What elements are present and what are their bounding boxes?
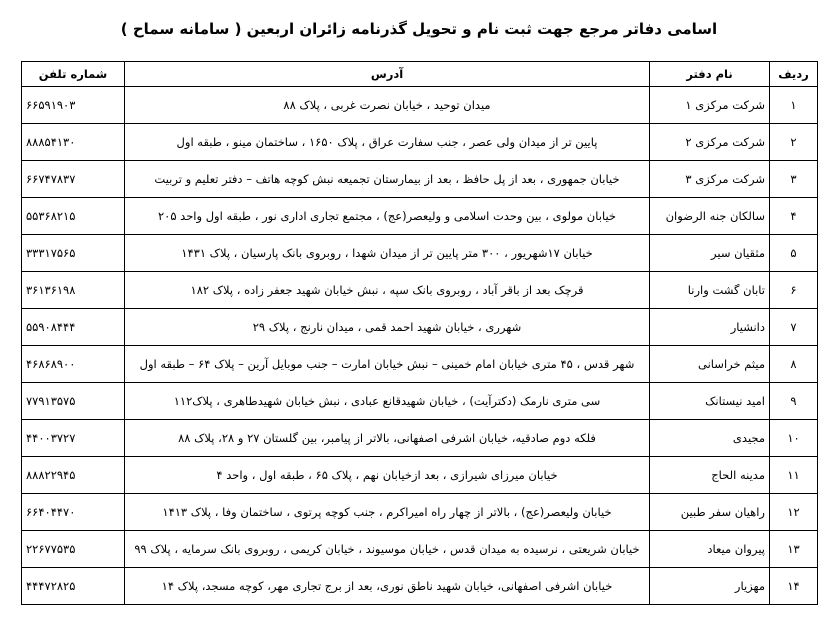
row-address: خیابان مولوی ، بین وحدت اسلامی و ولیعصر(عج) ، مجتمع تجاری اداری نور ، طبقه اول واحد ۲۰۵ [125,198,650,235]
row-index: ۱۰ [770,420,818,457]
row-address: سی متری نارمک (دکترآیت) ، خیابان شهیدقانع عبادی ، نبش خیابان شهیدطاهری ، پلاک۱۱۲ [125,383,650,420]
row-office-name: راهیان سفر طبین [650,494,770,531]
table-row [22,235,818,272]
row-phone: ۶۶۵۹۱۹۰۳ [22,87,125,124]
row-phone: ۳۳۳۱۷۵۶۵ [22,235,125,272]
row-address: فلکه دوم صادقیه، خیابان اشرفی اصفهانی، بالاتر از پیامبر، بین گلستان ۲۷ و ۲۸، پلاک ۸۸ [125,420,650,457]
row-index: ۳ [770,161,818,198]
row-phone: ۳۶۱۳۶۱۹۸ [22,272,125,309]
row-office-name: مثقیان سیر [650,235,770,272]
row-address: قرچک بعد از باقر آباد ، روبروی بانک سپه ، نبش خیابان شهید جعفر زاده ، پلاک ۱۸۲ [125,272,650,309]
row-address: خیابان ۱۷شهریور ، ۳۰۰ متر پایین تر از میدان شهدا ، روبروی بانک پارسیان ، پلاک ۱۴۳۱ [125,235,650,272]
table-row [22,346,818,383]
row-office-name: پیروان میعاد [650,531,770,568]
row-phone: ۲۲۶۷۷۵۳۵ [22,531,125,568]
table-row [22,124,818,161]
row-office-name: میثم خراسانی [650,346,770,383]
row-office-name: سالکان جنه الرضوان [650,198,770,235]
row-phone: ۶۶۴۰۴۴۷۰ [22,494,125,531]
row-address: میدان توحید ، خیابان نصرت غربی ، پلاک ۸۸ [125,87,650,124]
header-address: آدرس [125,62,650,87]
row-office-name: شرکت مرکزی ۱ [650,87,770,124]
row-address: خیابان جمهوری ، بعد از پل حافظ ، بعد از بیمارستان تجمیعه نبش کوچه هاتف – دفتر تعلیم و تربیت [125,161,650,198]
row-office-name: تابان گشت وارنا [650,272,770,309]
row-office-name: دانشیار [650,309,770,346]
table-row [22,272,818,309]
header-phone: شماره تلفن [22,62,125,87]
row-index: ۱۱ [770,457,818,494]
table-header-row [22,62,818,87]
row-index: ۲ [770,124,818,161]
page-title: اسامی دفاتر مرجع جهت ثبت نام و تحویل گذرنامه زائران اربعین ( سامانه سماح ) [120,20,718,38]
row-phone: ۵۵۳۶۸۲۱۵ [22,198,125,235]
table-row [22,383,818,420]
row-address: خیابان شریعتی ، نرسیده به میدان قدس ، خیابان موسیوند ، خیابان کریمی ، روبروی بانک سرمایه ، پلاک ۹۹ [125,531,650,568]
row-phone: ۴۴۴۷۲۸۲۵ [22,568,125,605]
row-address: شهرری ، خیابان شهید احمد قمی ، میدان نارنج ، پلاک ۲۹ [125,309,650,346]
row-phone: ۵۵۹۰۸۴۴۴ [22,309,125,346]
row-address: پایین تر از میدان ولی عصر ، جنب سفارت عراق ، پلاک ۱۶۵۰ ، ساختمان مینو ، طبقه اول [125,124,650,161]
row-office-name: امید نیستانک [650,383,770,420]
row-phone: ۴۴۰۰۳۷۲۷ [22,420,125,457]
header-index: ردیف [770,62,818,87]
row-index: ۵ [770,235,818,272]
row-office-name: مهزیار [650,568,770,605]
row-office-name: شرکت مرکزی ۳ [650,161,770,198]
row-index: ۴ [770,198,818,235]
table-row [22,198,818,235]
row-address: خیابان ولیعصر(عج) ، بالاتر از چهار راه امیراکرم ، جنب کوچه پرتوی ، ساختمان وفا ، پلاک ۱۴۱۳ [125,494,650,531]
row-index: ۱۴ [770,568,818,605]
row-phone: ۴۶۸۶۸۹۰۰ [22,346,125,383]
row-phone: ۸۸۸۵۴۱۳۰ [22,124,125,161]
table-row [22,420,818,457]
row-office-name: شرکت مرکزی ۲ [650,124,770,161]
row-index: ۸ [770,346,818,383]
header-office: نام دفتر [650,62,770,87]
row-office-name: مدینه الحاج [650,457,770,494]
row-phone: ۸۸۸۲۲۹۴۵ [22,457,125,494]
table-row [22,87,818,124]
table-row [22,309,818,346]
row-office-name: مجیدی [650,420,770,457]
row-index: ۶ [770,272,818,309]
row-index: ۱ [770,87,818,124]
table-row [22,494,818,531]
table-row [22,161,818,198]
row-phone: ۶۶۷۴۷۸۳۷ [22,161,125,198]
row-address: خیابان اشرفی اصفهانی، خیابان شهید ناطق نوری، بعد از برج تجاری مهر، کوچه مسجد، پلاک ۱۴ [125,568,650,605]
row-index: ۱۳ [770,531,818,568]
row-index: ۷ [770,309,818,346]
table-row [22,568,818,605]
row-address: شهر قدس ، ۴۵ متری خیابان امام خمینی – نبش خیابان امارت – جنب موبایل آرین – پلاک ۶۴ – طبقه اول [125,346,650,383]
row-address: خیابان میرزای شیرازی ، بعد ازخیابان نهم ، پلاک ۶۵ ، طبقه اول ، واحد ۴ [125,457,650,494]
row-index: ۹ [770,383,818,420]
offices-table [21,61,818,605]
row-phone: ۷۷۹۱۳۵۷۵ [22,383,125,420]
table-row [22,457,818,494]
row-index: ۱۲ [770,494,818,531]
table-row [22,531,818,568]
